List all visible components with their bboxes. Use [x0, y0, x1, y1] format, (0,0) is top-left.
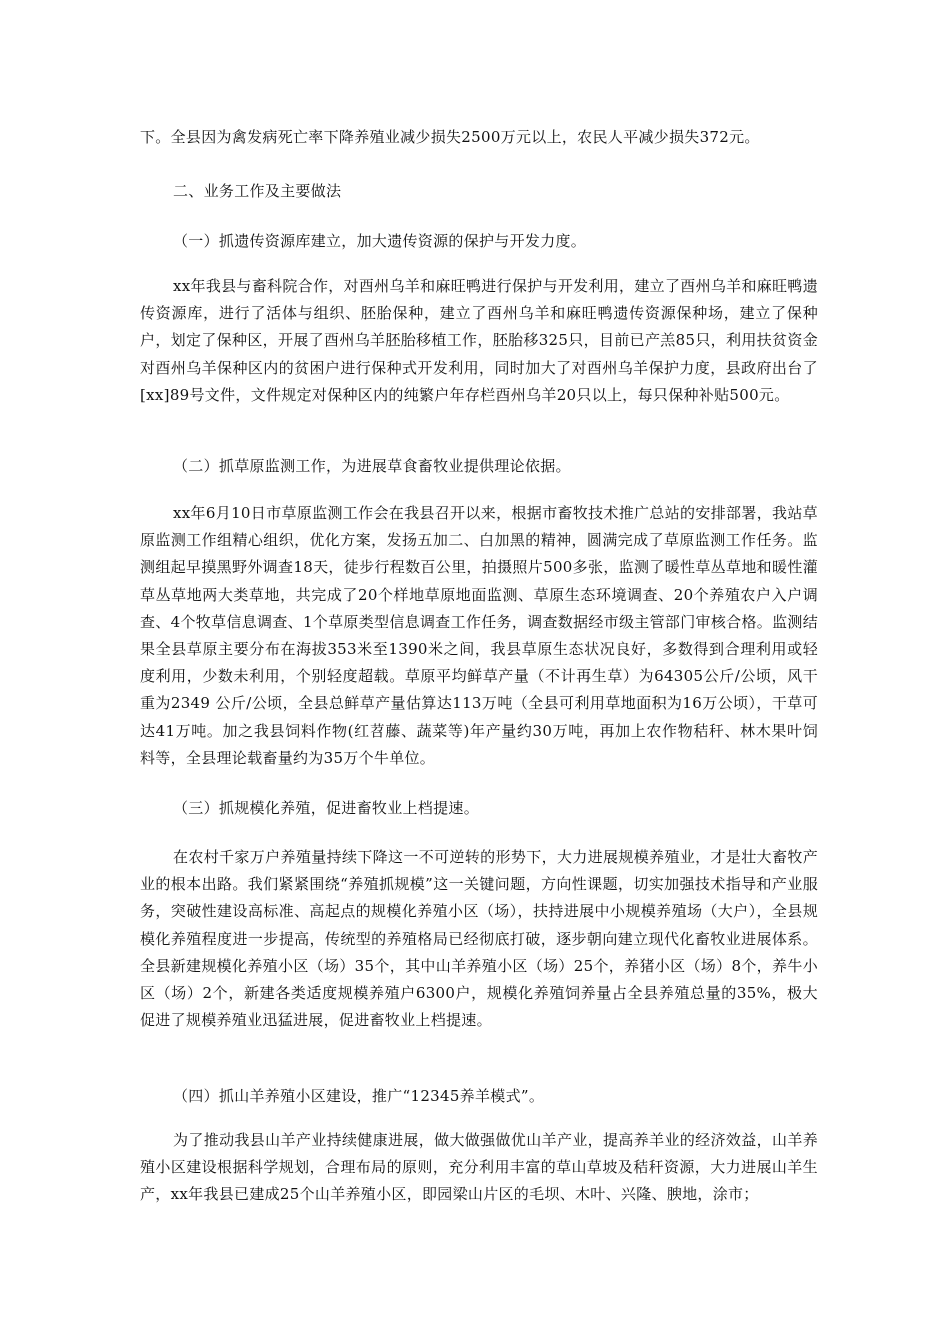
- subheading-scale-farming: （三）抓规模化养殖，促进畜牧业上档提速。: [173, 799, 480, 817]
- paragraph-scale-farming: 在农村千家万户养殖量持续下降这一不可逆转的形势下，大力进展规模养殖业，才是壮大畜牧产业的根本出路。我们紧紧围绕“养殖抓规模”这一关键问题，方向性课题，切实加强技术指导和产业服务，突破性建设高标准、高起点的规模化养殖小区（场），扶持进展中小规模养殖场（大户），全县规模化养殖程度进一步提高，传统型的养殖格局已经彻底打破，逐步朝向建立现代化畜牧业进展体系。全县新建规模化养殖小区（场）35个，其中山羊养殖小区（场）25个，养猪小区（场）8个，养牛小区（场）2个，新建各类适度规模养殖户6300户，规模化养殖饲养量占全县养殖总量的35%，极大促进了规模养殖业迅猛进展，促进畜牧业上档提速。: [140, 848, 818, 1030]
- subheading-grassland-monitoring: （二）抓草原监测工作，为进展草食畜牧业提供理论依据。: [173, 457, 571, 475]
- paragraph-grassland-monitoring: xx年6月10日市草原监测工作会在我县召开以来，根据市畜牧技术推广总站的安排部署，我站草原监测工作组精心组织，优化方案，发扬五加二、白加黑的精神，圆满完成了草原监测工作任务。监测组起早摸黑野外调查18天，徒步行程数百公里，拍摄照片500多张，监测了暖性草丛草地和暖性灌草丛草地两大类草地，共完成了20个样地草原地面监测、草原生态环境调查、20个养殖农户入户调查、4个牧草信息调查、1个草原类型信息调查工作任务，调查数据经市级主管部门审核合格。监测结果全县草原主要分布在海拔353米至1390米之间，我县草原生态状况良好，多数得到合理利用或轻度利用，少数未利用，个别轻度超载。草原平均鲜草产量（不计再生草）为64305公斤/公顷，风干重为2349 公斤/公顷，全县总鲜草产量估算达113万吨（全县可利用草地面积为16万公顷），干草可达41万吨。加之我县饲料作物(红苕藤、蔬菜等)年产量约30万吨，再加上农作物秸秆、林木果叶饲料等，全县理论载畜量约为35万个牛单位。: [140, 504, 818, 767]
- subheading-genetic-resources: （一）抓遗传资源库建立，加大遗传资源的保护与开发力度。: [173, 232, 587, 250]
- section-heading-business-work: 二、业务工作及主要做法: [173, 182, 342, 200]
- paragraph-genetic-resources: xx年我县与畜科院合作，对酉州乌羊和麻旺鸭进行保护与开发利用，建立了酉州乌羊和麻旺鸭遗传资源库，进行了活体与组织、胚胎保种，建立了酉州乌羊和麻旺鸭遗传资源保种场，建立了保种户，划定了保种区，开展了酉州乌羊胚胎移植工作，胚胎移325只，目前已产羔85只，利用扶贫资金对酉州乌羊保种区内的贫困户进行保种式开发利用，同时加大了对酉州乌羊保护力度，县政府出台了[xx]89号文件，文件规定对保种区内的纯繁户年存栏酉州乌羊20只以上，每只保种补贴500元。: [140, 277, 818, 404]
- paragraph-loss-summary: 下。全县因为禽发病死亡率下降养殖业减少损失2500万元以上，农民人平减少损失372元。: [140, 128, 760, 146]
- subheading-goat-farming: （四）抓山羊养殖小区建设，推广“12345养羊模式”。: [173, 1087, 545, 1105]
- paragraph-goat-farming: 为了推动我县山羊产业持续健康进展，做大做强做优山羊产业，提高养羊业的经济效益，山羊养殖小区建设根据科学规划，合理布局的原则，充分利用丰富的草山草坡及秸秆资源，大力进展山羊生产，xx年我县已建成25个山羊养殖小区，即园梁山片区的毛坝、木叶、兴隆、腴地，涂市；: [140, 1131, 818, 1204]
